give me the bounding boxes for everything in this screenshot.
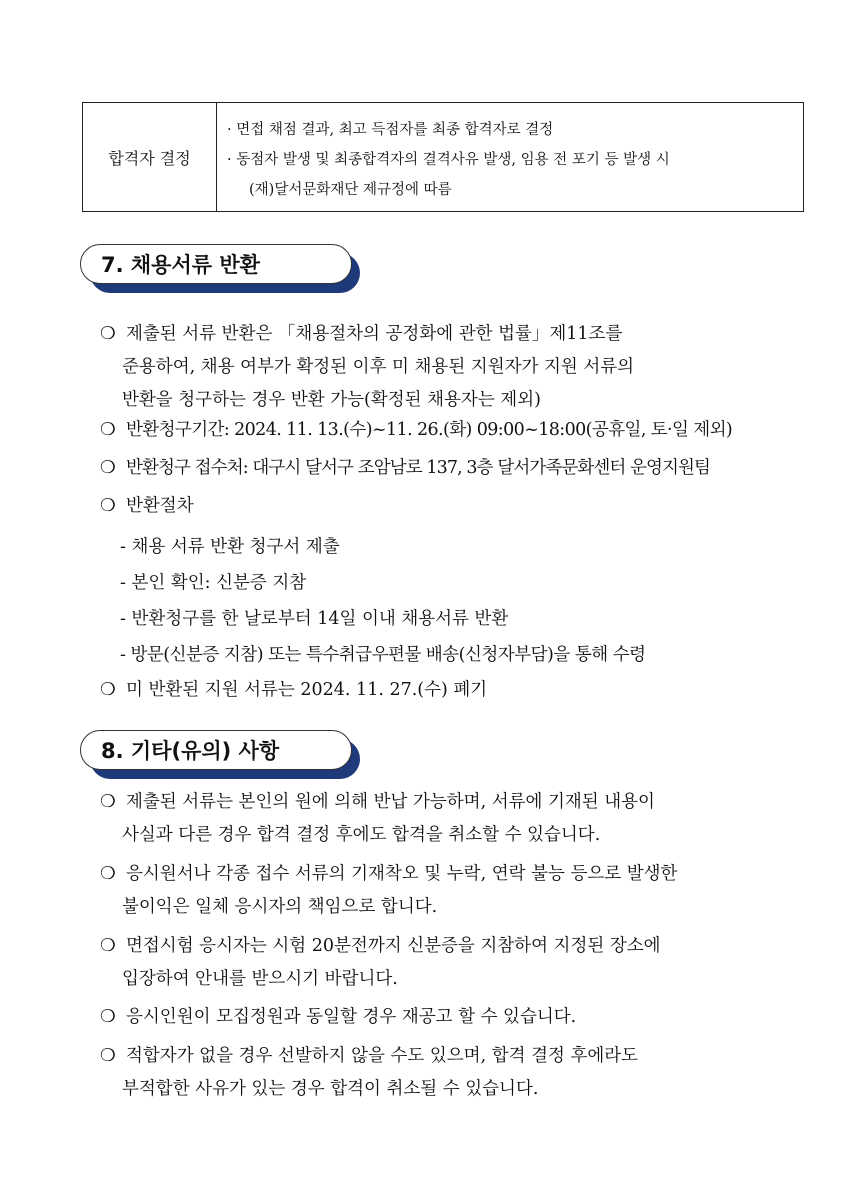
bullet-icon: ❍ <box>100 324 116 344</box>
table-line: (재)달서문화재단 제규정에 따름 <box>249 182 452 198</box>
section-7-heading <box>80 244 360 290</box>
step-item: - 반환청구를 한 날로부터 14일 이내 채용서류 반환 <box>120 609 509 629</box>
list-item: ❍ 반환청구기간: 2024. 11. 13.(수)~11. 26.(화) 09:00~18:00(공휴일, 토·일 제외) <box>100 414 780 447</box>
list-item: ❍ 응시원서나 각종 접수 서류의 기재착오 및 누락, 연락 불능 등으로 발생한 불이익은 일체 응시자의 책임으로 합니다. <box>100 858 780 924</box>
step-item: - 본인 확인: 신분증 지참 <box>120 573 307 593</box>
list-item: ❍ 적합자가 없을 경우 선발하지 않을 수도 있으며, 합격 결정 후에라도 부적합한 사유가 있는 경우 합격이 취소될 수 있습니다. <box>100 1040 780 1106</box>
table-line: · 동점자 발생 및 최종합격자의 결격사유 발생, 임용 전 포기 등 발생 시 <box>227 152 670 168</box>
bullet-icon: ❍ <box>100 1046 116 1066</box>
list-item: ❍ 미 반환된 지원 서류는 2024. 11. 27.(수) 폐기 <box>100 674 780 707</box>
bullet-icon: ❍ <box>100 936 116 956</box>
table-line: · 면접 채점 결과, 최고 득점자를 최종 합격자로 결정 <box>227 122 554 138</box>
table-label: 합격자 결정 <box>83 103 217 211</box>
section-8-title: 8. 기타(유의) 사항 <box>80 730 352 770</box>
table-content <box>217 103 803 211</box>
bullet-icon: ❍ <box>100 496 116 516</box>
bullet-icon: ❍ <box>100 420 116 440</box>
list-item: ❍ 응시인원이 모집정원과 동일할 경우 재공고 할 수 있습니다. <box>100 1001 780 1034</box>
bullet-icon: ❍ <box>100 1007 116 1027</box>
step-item: - 채용 서류 반환 청구서 제출 <box>120 537 340 557</box>
list-item: ❍ 면접시험 응시자는 시험 20분전까지 신분증을 지참하여 지정된 장소에 입장하여 안내를 받으시기 바랍니다. <box>100 930 780 996</box>
list-item: ❍ 제출된 서류는 본인의 원에 의해 반납 가능하며, 서류에 기재된 내용이 사실과 다른 경우 합격 결정 후에도 합격을 취소할 수 있습니다. <box>100 786 780 852</box>
step-item: - 방문(신분증 지참) 또는 특수취급우편물 배송(신청자부담)을 통해 수령 <box>120 645 646 665</box>
bullet-icon: ❍ <box>100 680 116 700</box>
list-item: ❍ 반환절차 <box>100 490 780 523</box>
bullet-icon: ❍ <box>100 458 115 478</box>
bullet-icon: ❍ <box>100 792 116 812</box>
list-item: ❍ 제출된 서류 반환은 「채용절차의 공정화에 관한 법률」제11조를 준용하여, 채용 여부가 확정된 이후 미 채용된 지원자가 지원 서류의 반환을 청구하는 경우 반환 가능(확정된 채용자는 제외) <box>100 318 780 417</box>
section-8-heading <box>80 730 360 776</box>
decision-table <box>82 102 804 212</box>
section-7-title: 7. 채용서류 반환 <box>80 244 352 284</box>
list-item: ❍ 반환청구 접수처: 대구시 달서구 조암남로 137, 3층 달서가족문화센터 운영지원팀 <box>100 452 780 485</box>
bullet-icon: ❍ <box>100 864 116 884</box>
